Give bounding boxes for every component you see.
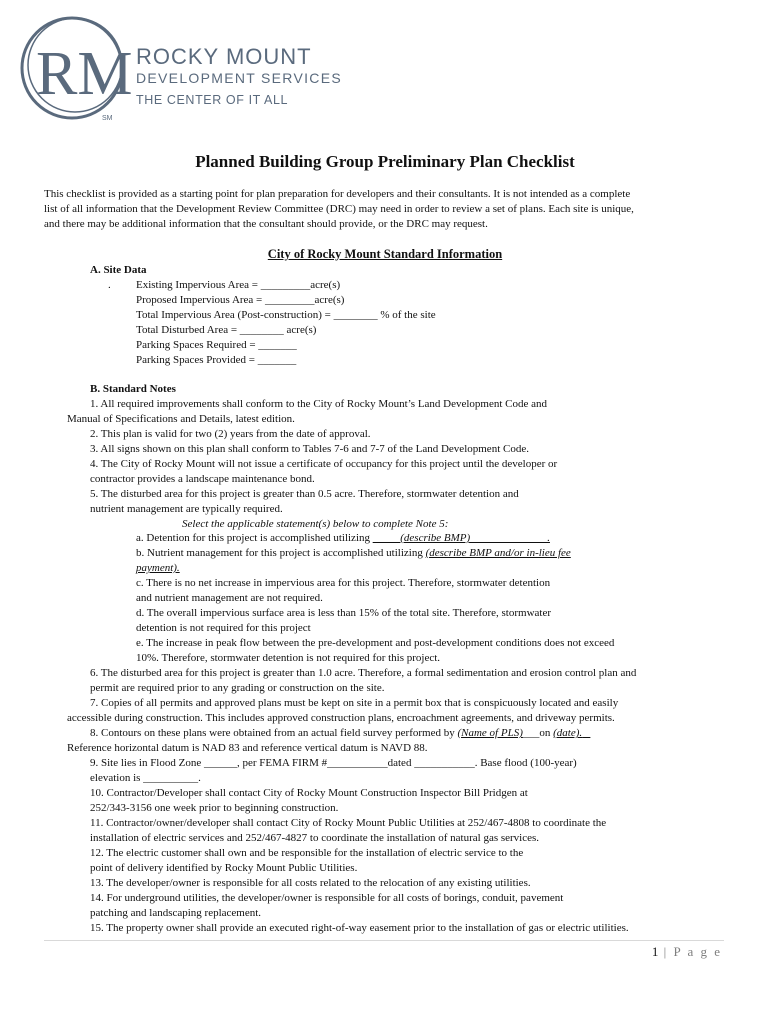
total-disturbed-area: Total Disturbed Area = ________ acre(s) bbox=[136, 324, 317, 336]
note-5-line-1: 5. The disturbed area for this project is greater than 0.5 acre. Therefore, stormwater detention and bbox=[90, 488, 519, 500]
note-8-line-2: Reference horizontal datum is NAD 83 and reference vertical datum is NAVD 88. bbox=[67, 742, 428, 754]
note-7-line-1: 7. Copies of all permits and approved plans must be kept on site in a permit box that is conspicuously located and easily bbox=[90, 697, 619, 709]
site-data-bullet: . bbox=[108, 279, 111, 291]
option-b-fill: (describe BMP and/or in-lieu fee bbox=[425, 547, 571, 559]
note-1-line-1: 1. All required improvements shall conform to the City of Rocky Mount’s Land Development Code and bbox=[90, 398, 548, 410]
note-8-on: ___on bbox=[522, 727, 554, 739]
note-2: 2. This plan is valid for two (2) years from the date of approval. bbox=[90, 428, 371, 440]
option-e-line-1: e. The increase in peak flow between the pre-development and post-development conditions does not exceed bbox=[136, 637, 615, 649]
brand-subtitle: DEVELOPMENT SERVICES bbox=[136, 70, 342, 86]
note-6-line-2: permit are required prior to any grading or construction on the site. bbox=[90, 682, 385, 694]
parking-required: Parking Spaces Required = _______ bbox=[136, 339, 297, 351]
note-5-line-2: nutrient management are typically required. bbox=[90, 503, 283, 515]
note-12-line-2: point of delivery identified by Rocky Mount Public Utilities. bbox=[90, 862, 358, 874]
note-3: 3. All signs shown on this plan shall conform to Tables 7-6 and 7-7 of the Land Development Code. bbox=[90, 443, 529, 455]
note-9-line-2: elevation is __________. bbox=[90, 772, 201, 784]
option-c-line-2: and nutrient management are not required. bbox=[136, 592, 323, 604]
note-4-line-2: contractor provides a landscape maintenance bond. bbox=[90, 473, 315, 485]
note-6-line-1: 6. The disturbed area for this project is greater than 1.0 acre. Therefore, a formal sedimentation and erosion control plan and bbox=[90, 667, 637, 679]
existing-impervious-area: Existing Impervious Area = _________acre(s) bbox=[136, 279, 341, 291]
note-8-pls-fill: (Name of PLS) bbox=[457, 727, 523, 739]
intro-line-2: list of all information that the Development Review Committee (DRC) may need in order to review a set of plans. Each site is unique, bbox=[44, 203, 634, 215]
note-11-line-2: installation of electric services and 252/467-4827 to coordinate the installation of natural gas services. bbox=[90, 832, 540, 844]
option-a bbox=[136, 531, 550, 546]
note-8-date-fill: (date). bbox=[553, 727, 583, 739]
option-d-line-1: d. The overall impervious surface area is less than 15% of the total site. Therefore, stormwater bbox=[136, 607, 552, 619]
logo-monogram: RM bbox=[36, 40, 133, 108]
note-15: 15. The property owner shall provide an executed right-of-way easement prior to the installation of gas or electric utilities. bbox=[90, 922, 629, 934]
intro-line-3: and there may be additional information that the consultant should provide, or the DRC may request. bbox=[44, 218, 488, 230]
note-10-line-2: 252/343-3156 one week prior to beginning construction. bbox=[90, 802, 339, 814]
note-13: 13. The developer/owner is responsible for all costs related to the relocation of any existing utilities. bbox=[90, 877, 531, 889]
parking-provided: Parking Spaces Provided = _______ bbox=[136, 354, 297, 366]
total-impervious-area: Total Impervious Area (Post-construction) = ________ % of the site bbox=[136, 309, 436, 321]
option-e-line-2: 10%. Therefore, stormwater detention is not required for this project. bbox=[136, 652, 441, 664]
brand-name: ROCKY MOUNT bbox=[136, 44, 312, 69]
document-title: Planned Building Group Preliminary Plan Checklist bbox=[195, 152, 575, 171]
note-8-tail bbox=[582, 727, 590, 739]
page-number bbox=[652, 944, 722, 960]
intro-line-1: This checklist is provided as a starting point for plan preparation for developers and their consultants. It is not intended as a complete bbox=[44, 188, 631, 200]
section-title: City of Rocky Mount Standard Information bbox=[267, 247, 503, 261]
note-8-text: 8. Contours on these plans were obtained from an actual field survey performed by bbox=[90, 727, 458, 739]
brand-tagline: THE CENTER OF IT ALL bbox=[136, 93, 289, 107]
logo-sm-mark: SM bbox=[102, 115, 113, 122]
standard-notes-heading: B. Standard Notes bbox=[90, 383, 176, 395]
footer-rule bbox=[44, 940, 724, 941]
option-a-fill: _____(describe BMP)______________. bbox=[372, 532, 550, 544]
proposed-impervious-area: Proposed Impervious Area = _________acre(s) bbox=[136, 294, 345, 306]
page-number-value: 1 bbox=[651, 944, 659, 959]
note-4-line-1: 4. The City of Rocky Mount will not issue a certificate of occupancy for this project until the developer or bbox=[90, 458, 558, 470]
option-a-text: a. Detention for this project is accomplished utilizing bbox=[136, 532, 373, 544]
option-b-fill-cont: payment). bbox=[136, 562, 180, 574]
note-14-line-1: 14. For underground utilities, the developer/owner is responsible for all costs of borings, conduit, pavement bbox=[90, 892, 564, 904]
note-11-line-1: 11. Contractor/owner/developer shall contact City of Rocky Mount Public Utilities at 252/467-4808 to coordinate the bbox=[90, 817, 607, 829]
option-c-line-1: c. There is no net increase in impervious area for this project. Therefore, stormwater detention bbox=[136, 577, 551, 589]
option-d-line-2: detention is not required for this project bbox=[136, 622, 311, 634]
page-word: P a g e bbox=[673, 944, 722, 959]
note-14-line-2: patching and landscaping replacement. bbox=[90, 907, 262, 919]
option-b-text: b. Nutrient management for this project is accomplished utilizing bbox=[136, 547, 426, 559]
note-1-line-2: Manual of Specifications and Details, latest edition. bbox=[67, 413, 295, 425]
select-statement-instruction: Select the applicable statement(s) below to complete Note 5: bbox=[182, 518, 449, 530]
note-12-line-1: 12. The electric customer shall own and be responsible for the installation of electric service to the bbox=[90, 847, 524, 859]
note-10-line-1: 10. Contractor/Developer shall contact City of Rocky Mount Construction Inspector Bill Pridgen at bbox=[90, 787, 528, 799]
page-number-separator: | bbox=[658, 944, 674, 959]
option-b bbox=[136, 546, 571, 561]
note-9-line-1: 9. Site lies in Flood Zone ______, per FEMA FIRM #___________dated ___________. Base flood (100-year) bbox=[90, 757, 577, 769]
note-7-line-2: accessible during construction. This includes approved construction plans, encroachment agreements, and driveway permits. bbox=[67, 712, 615, 724]
rocky-mount-logo bbox=[14, 14, 134, 124]
site-data-heading: A. Site Data bbox=[90, 264, 147, 276]
note-8-line-1 bbox=[90, 726, 590, 741]
